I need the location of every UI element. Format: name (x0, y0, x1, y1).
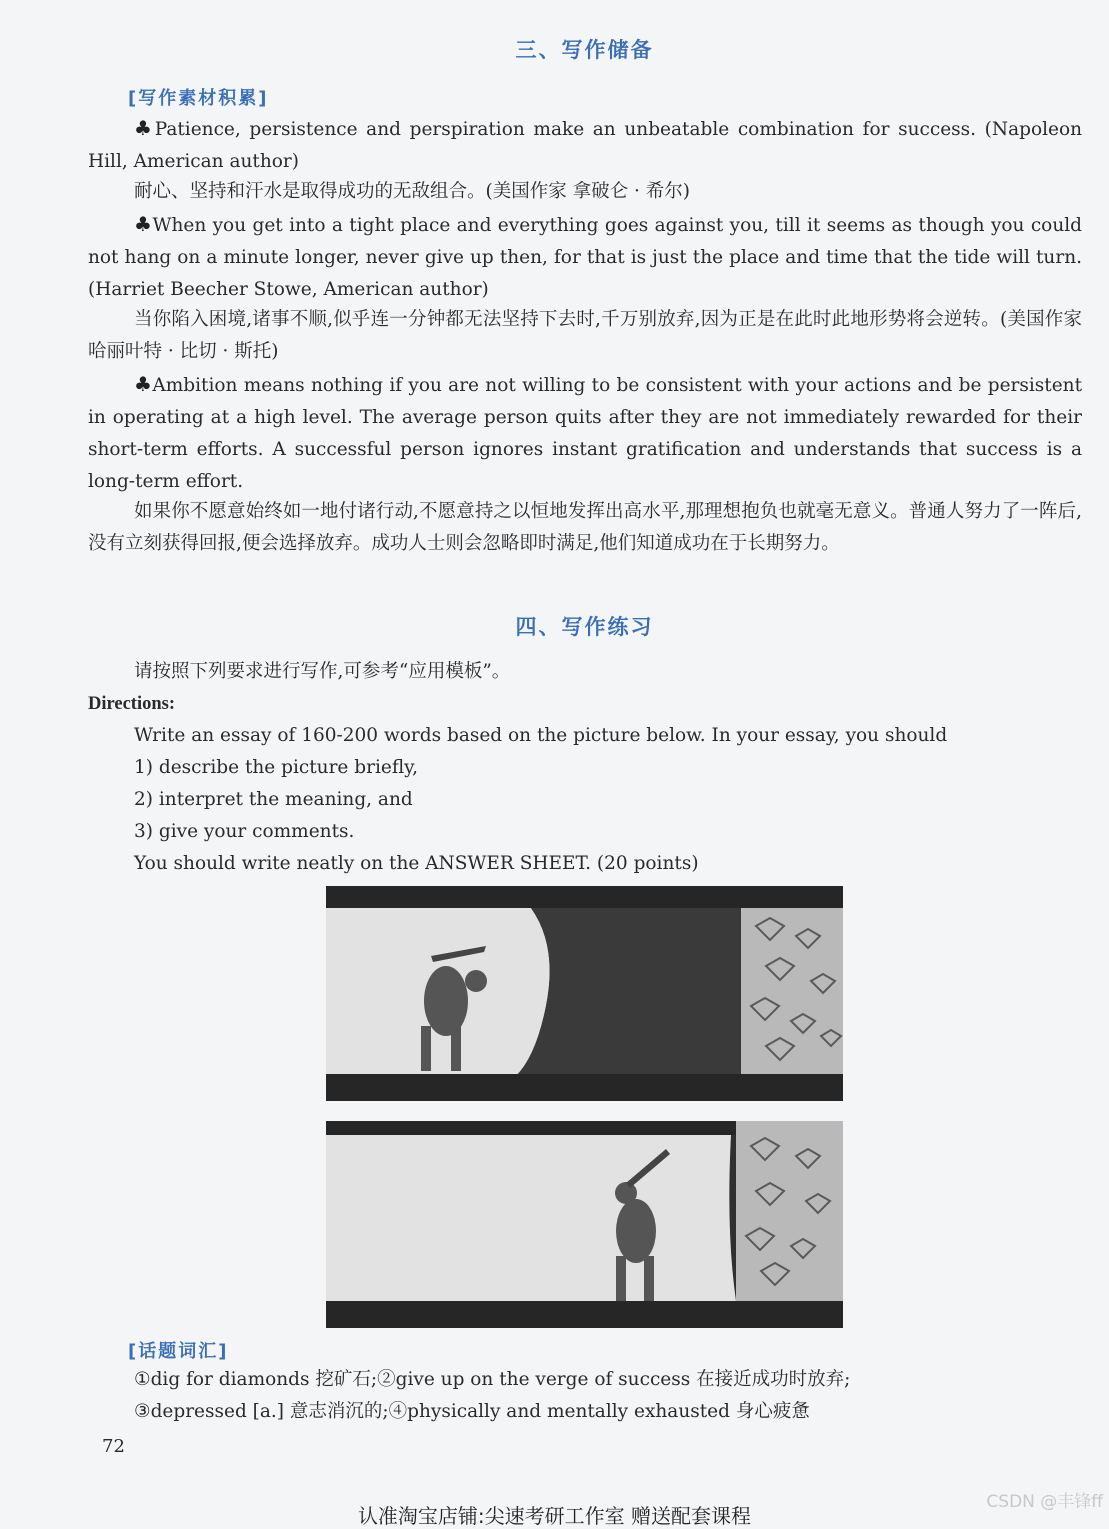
directions-label: Directions: (88, 694, 175, 714)
club-icon: ♣ (134, 212, 153, 236)
cartoon-panel-bottom (326, 1121, 843, 1328)
quote-1-cn: 耐心、坚持和汗水是取得成功的无敌组合。(美国作家 拿破仑 · 希尔) (134, 181, 690, 202)
vocab-line-1: ①dig for diamonds 挖矿石;②give up on the verge of success 在接近成功时放弃; (134, 1369, 851, 1390)
quote-2-en-text: When you get into a tight place and everything goes against you, till it seems as though you could not hang on a minute longer, never give up then, for that is just the place and time that the tide will turn. (Harriet Beecher Stowe, American author) (88, 215, 1082, 300)
direction-item-3: 3) give your comments. (134, 821, 355, 842)
club-icon: ♣ (134, 116, 155, 140)
quote-3-en (88, 368, 1082, 498)
page-number: 72 (102, 1436, 125, 1457)
direction-item-1: 1) describe the picture briefly, (134, 757, 419, 778)
quote-3-en-text: Ambition means nothing if you are not willing to be consistent with your actions and be persistent in operating at a high level. The average person quits after they are not immediately rewarded for their short-term efforts. A successful person ignores instant gratification and understands that success is a long-term effort. (88, 375, 1083, 492)
vocab-subtitle: [话题词汇] (128, 1341, 229, 1362)
club-icon: ♣ (134, 372, 153, 396)
materials-subtitle: [写作素材积累] (128, 88, 269, 109)
quote-2-cn: 当你陷入困境,诸事不顺,似乎连一分钟都无法坚持下去时,千万别放弃,因为正是在此时此地形势将会逆转。(美国作家 哈丽叶特 · 比切 · 斯托) (88, 309, 1082, 362)
direction-item-2: 2) interpret the meaning, and (134, 789, 413, 810)
directions-text: Write an essay of 160-200 words based on the picture below. In your essay, you should (134, 725, 948, 746)
vocab-line-2: ③depressed [a.] 意志消沉的;④physically and mentally exhausted 身心疲惫 (134, 1401, 810, 1422)
footer-text: 认准淘宝店铺:尖速考研工作室 赠送配套课程 (357, 1504, 752, 1528)
writing-instruction: 请按照下列要求进行写作,可参考“应用模板”。 (134, 661, 511, 682)
watermark: CSDN @丰锋ff (986, 1492, 1103, 1512)
quote-1-en (88, 112, 1082, 178)
quote-2-en (88, 208, 1082, 306)
section-4-title: 四、写作练习 (515, 615, 654, 639)
answer-sheet-note: You should write neatly on the ANSWER SHEET. (20 points) (134, 853, 699, 874)
cartoon-panel-top (326, 886, 843, 1101)
quote-1-en-text: Patience, persistence and perspiration make an unbeatable combination for success. (Napoleon Hill, American author) (88, 119, 1082, 172)
section-3-title: 三、写作储备 (515, 38, 654, 62)
quote-3-cn: 如果你不愿意始终如一地付诸行动,不愿意持之以恒地发挥出高水平,那理想抱负也就毫无意义。普通人努力了一阵后,没有立刻获得回报,便会选择放弃。成功人士则会忽略即时满足,他们知道成功在于长期努力。 (88, 501, 1082, 554)
